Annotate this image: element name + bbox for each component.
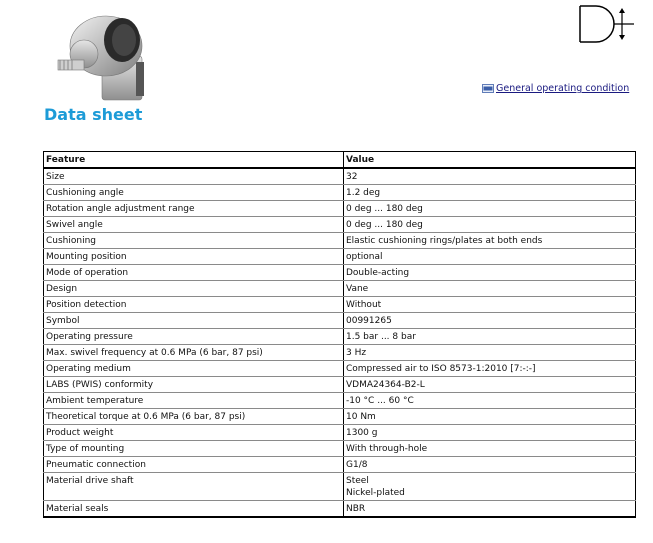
table-row — [44, 297, 636, 313]
value-cell — [344, 345, 636, 361]
column-header-value: Value — [344, 152, 636, 169]
table-row — [44, 329, 636, 345]
value-cell — [344, 281, 636, 297]
table-row — [44, 185, 636, 201]
value-cell — [344, 377, 636, 393]
value-text: 1300 g — [346, 428, 378, 438]
feature-cell: Mounting position — [44, 249, 344, 265]
feature-cell: Ambient temperature — [44, 393, 344, 409]
value-cell — [344, 297, 636, 313]
feature-cell: Size — [44, 168, 344, 185]
feature-cell: Pneumatic connection — [44, 457, 344, 473]
value-cell — [344, 168, 636, 185]
table-row — [44, 233, 636, 249]
table-row — [44, 425, 636, 441]
feature-cell: Max. swivel frequency at 0.6 MPa (6 bar, 87 psi) — [44, 345, 344, 361]
value-text: Double-acting — [346, 268, 410, 278]
value-text: -10 °C ... 60 °C — [346, 396, 414, 406]
value-cell — [344, 217, 636, 233]
value-cell — [344, 457, 636, 473]
pneumatic-symbol-icon — [578, 4, 638, 44]
value-text: 1.5 bar ... 8 bar — [346, 332, 416, 342]
feature-cell: Position detection — [44, 297, 344, 313]
value-text: 0 deg ... 180 deg — [346, 204, 423, 214]
table-row — [44, 393, 636, 409]
feature-cell: Swivel angle — [44, 217, 344, 233]
value-text: Elastic cushioning rings/plates at both ends — [346, 236, 543, 246]
value-text: 32 — [346, 172, 358, 182]
value-text: 0 deg ... 180 deg — [346, 220, 423, 230]
table-row — [44, 473, 636, 501]
value-cell — [344, 233, 636, 249]
value-text: Vane — [346, 284, 369, 294]
data-sheet-table — [43, 151, 636, 518]
value-cell — [344, 409, 636, 425]
table-row — [44, 457, 636, 473]
value-text: NBR — [346, 504, 366, 514]
feature-cell: Symbol — [44, 313, 344, 329]
value-cell — [344, 425, 636, 441]
feature-cell: Theoretical torque at 0.6 MPa (6 bar, 87 psi) — [44, 409, 344, 425]
page-title: Data sheet — [44, 105, 143, 124]
table-row — [44, 501, 636, 518]
table-header-row — [44, 152, 636, 169]
value-cell — [344, 361, 636, 377]
feature-cell: Material seals — [44, 501, 344, 518]
column-header-feature: Feature — [44, 152, 344, 169]
table-row — [44, 441, 636, 457]
value-cell — [344, 313, 636, 329]
value-cell — [344, 265, 636, 281]
value-text: 10 Nm — [346, 412, 376, 422]
value-text: With through-hole — [346, 444, 428, 454]
feature-cell: Cushioning angle — [44, 185, 344, 201]
table-row — [44, 201, 636, 217]
general-operating-condition-link[interactable] — [482, 83, 629, 94]
operating-condition-label[interactable]: General operating condition — [496, 83, 630, 94]
table-row — [44, 217, 636, 233]
feature-cell: Cushioning — [44, 233, 344, 249]
value-text: VDMA24364-B2-L — [346, 380, 425, 390]
value-cell — [344, 393, 636, 409]
value-text: Without — [346, 300, 382, 310]
value-text: 1.2 deg — [346, 188, 381, 198]
feature-cell: LABS (PWIS) conformity — [44, 377, 344, 393]
table-row — [44, 361, 636, 377]
value-cell — [344, 329, 636, 345]
table-row — [44, 265, 636, 281]
feature-cell: Operating pressure — [44, 329, 344, 345]
table-row — [44, 345, 636, 361]
feature-cell: Type of mounting — [44, 441, 344, 457]
table-row — [44, 281, 636, 297]
value-cell — [344, 201, 636, 217]
value-text-secondary: Nickel-plated — [346, 488, 405, 498]
feature-cell: Material drive shaft — [44, 473, 344, 501]
feature-cell: Operating medium — [44, 361, 344, 377]
value-cell — [344, 185, 636, 201]
value-cell — [344, 441, 636, 457]
value-text: G1/8 — [346, 460, 368, 470]
value-cell — [344, 249, 636, 265]
table-row — [44, 377, 636, 393]
feature-cell: Design — [44, 281, 344, 297]
table-row — [44, 168, 636, 185]
value-text: Steel — [346, 476, 369, 486]
table-row — [44, 409, 636, 425]
feature-cell: Rotation angle adjustment range — [44, 201, 344, 217]
value-text: 00991265 — [346, 316, 392, 326]
table-row — [44, 313, 636, 329]
value-text: Compressed air to ISO 8573-1:2010 [7:-:-] — [346, 364, 536, 374]
table-row — [44, 249, 636, 265]
product-image — [44, 4, 154, 104]
feature-cell: Mode of operation — [44, 265, 344, 281]
value-cell — [344, 501, 636, 518]
value-cell — [344, 473, 636, 501]
pdf-icon — [482, 84, 494, 93]
feature-cell: Product weight — [44, 425, 344, 441]
value-text: optional — [346, 252, 383, 262]
value-text: 3 Hz — [346, 348, 367, 358]
